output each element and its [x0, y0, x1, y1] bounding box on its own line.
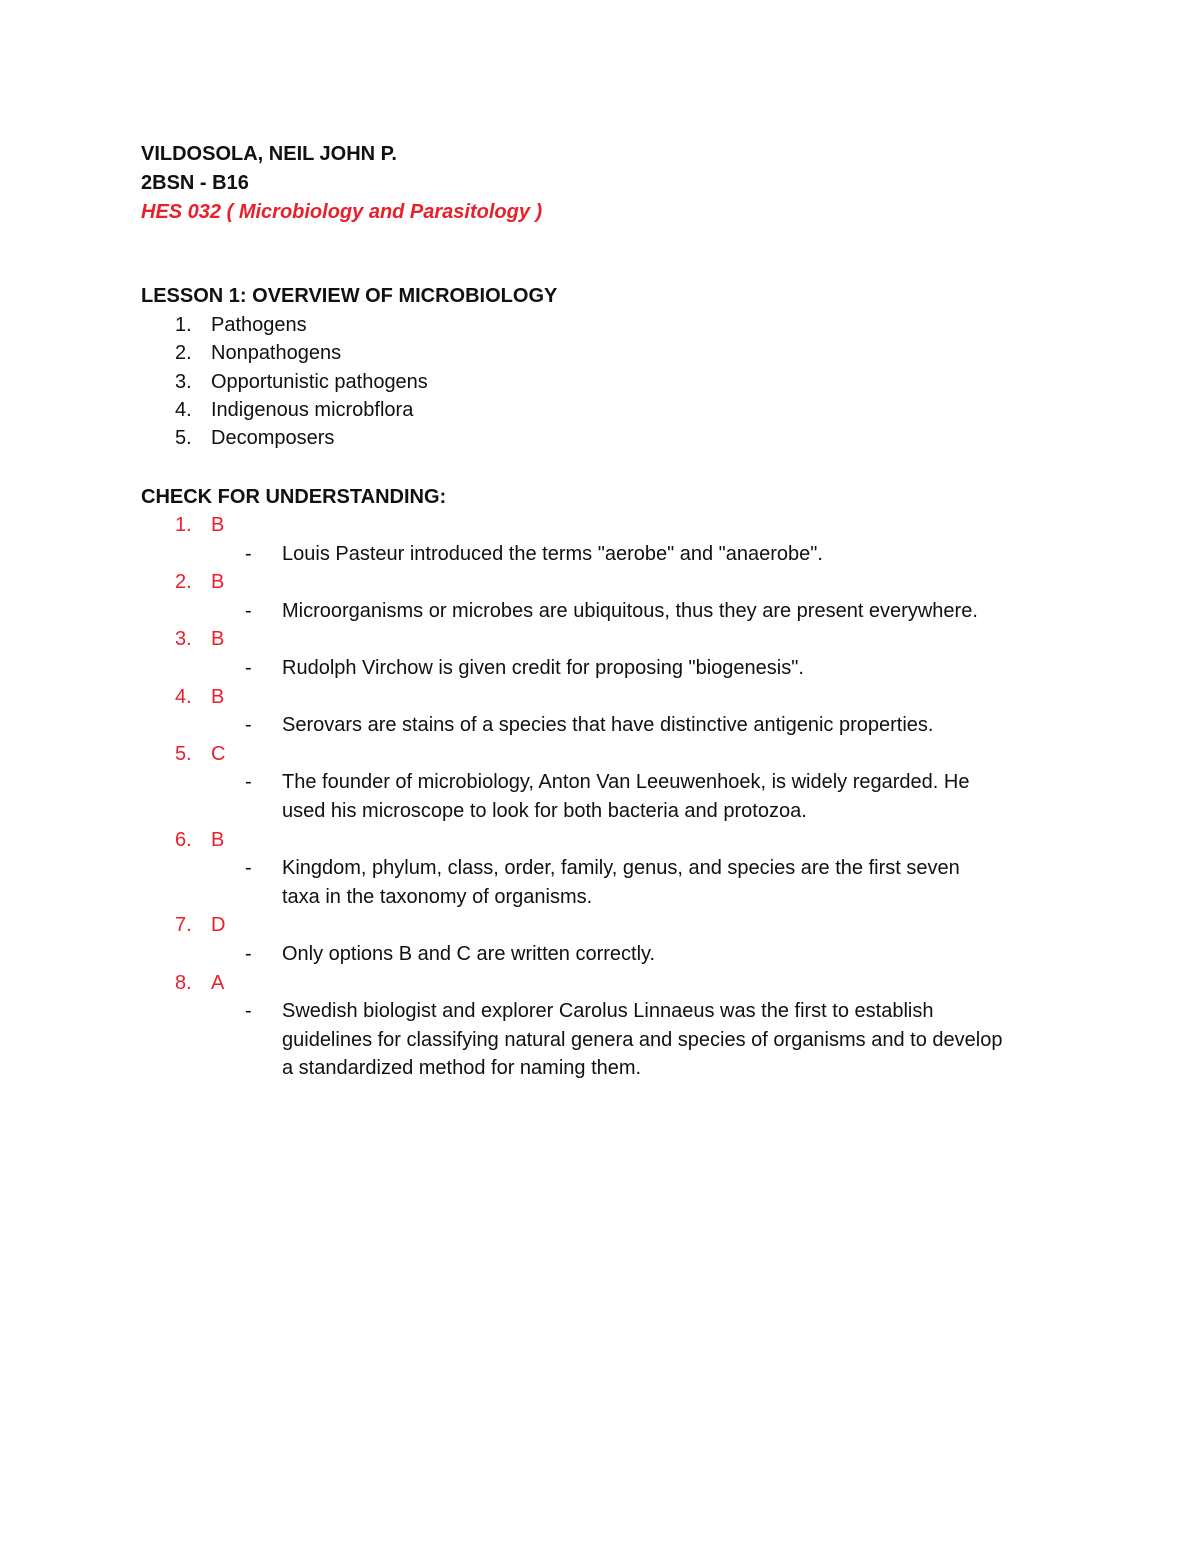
answer-letter: B [211, 685, 225, 708]
dash-bullet: - [245, 542, 252, 565]
course-title: HES 032 ( Microbiology and Parasitology ) [141, 201, 543, 223]
student-name: VILDOSOLA, NEIL JOHN P. [141, 143, 397, 165]
dash-bullet: - [245, 1000, 252, 1023]
explanation-text: Microorganisms or microbes are ubiquitous, thus they are present everywhere. [282, 599, 978, 622]
list-item-number: 5. [175, 427, 192, 450]
answer-number: 7. [175, 914, 192, 937]
dash-bullet: - [245, 857, 252, 880]
explanation-text: Louis Pasteur introduced the terms "aerobe" and "anaerobe". [282, 542, 823, 565]
answer-letter: D [211, 914, 226, 937]
list-item-number: 1. [175, 314, 192, 336]
explanation-text: used his microscope to look for both bacteria and protozoa. [282, 800, 807, 822]
explanation-text: Swedish biologist and explorer Carolus Linnaeus was the first to establish [282, 1000, 934, 1023]
explanation-text: The founder of microbiology, Anton Van Leeuwenhoek, is widely regarded. He [282, 771, 970, 794]
explanation-text: Only options B and C are written correctly. [282, 943, 656, 965]
answer-letter: C [211, 742, 226, 765]
dash-bullet: - [245, 657, 252, 679]
answer-number: 4. [175, 685, 192, 708]
explanation-text: guidelines for classifying natural genera and species of organisms and to develop [282, 1028, 1003, 1051]
explanation-text: Kingdom, phylum, class, order, family, genus, and species are the first seven [282, 857, 960, 880]
answer-number: 1. [175, 514, 192, 536]
dash-bullet: - [245, 714, 252, 737]
check-title: CHECK FOR UNDERSTANDING: [141, 486, 447, 508]
explanation-text: a standardized method for naming them. [282, 1057, 642, 1080]
explanation-text: Serovars are stains of a species that have distinctive antigenic properties. [282, 714, 934, 737]
dash-bullet: - [245, 599, 252, 622]
dash-bullet: - [245, 943, 252, 965]
list-item-text: Indigenous microbflora [211, 398, 414, 421]
lesson-title: LESSON 1: OVERVIEW OF MICROBIOLOGY [141, 285, 558, 307]
student-section: 2BSN - B16 [141, 172, 249, 194]
explanation-text: Rudolph Virchow is given credit for proposing "biogenesis". [282, 657, 804, 679]
list-item-number: 2. [175, 342, 192, 365]
answer-number: 8. [175, 971, 192, 994]
dash-bullet: - [245, 771, 252, 794]
list-item-text: Opportunistic pathogens [211, 370, 428, 393]
answer-letter: B [211, 571, 225, 594]
list-item-number: 3. [175, 370, 192, 393]
explanation-text: taxa in the taxonomy of organisms. [282, 885, 593, 908]
answer-letter: A [211, 971, 225, 994]
answer-letter: B [211, 828, 225, 851]
list-item-text: Nonpathogens [211, 342, 342, 365]
answer-number: 5. [175, 742, 192, 765]
answer-letter: B [211, 514, 225, 536]
answer-letter: B [211, 628, 225, 651]
answer-number: 2. [175, 571, 192, 594]
list-item-text: Decomposers [211, 427, 335, 450]
answer-number: 6. [175, 828, 192, 851]
list-item-text: Pathogens [211, 314, 307, 336]
list-item-number: 4. [175, 398, 192, 421]
answer-number: 3. [175, 628, 192, 651]
